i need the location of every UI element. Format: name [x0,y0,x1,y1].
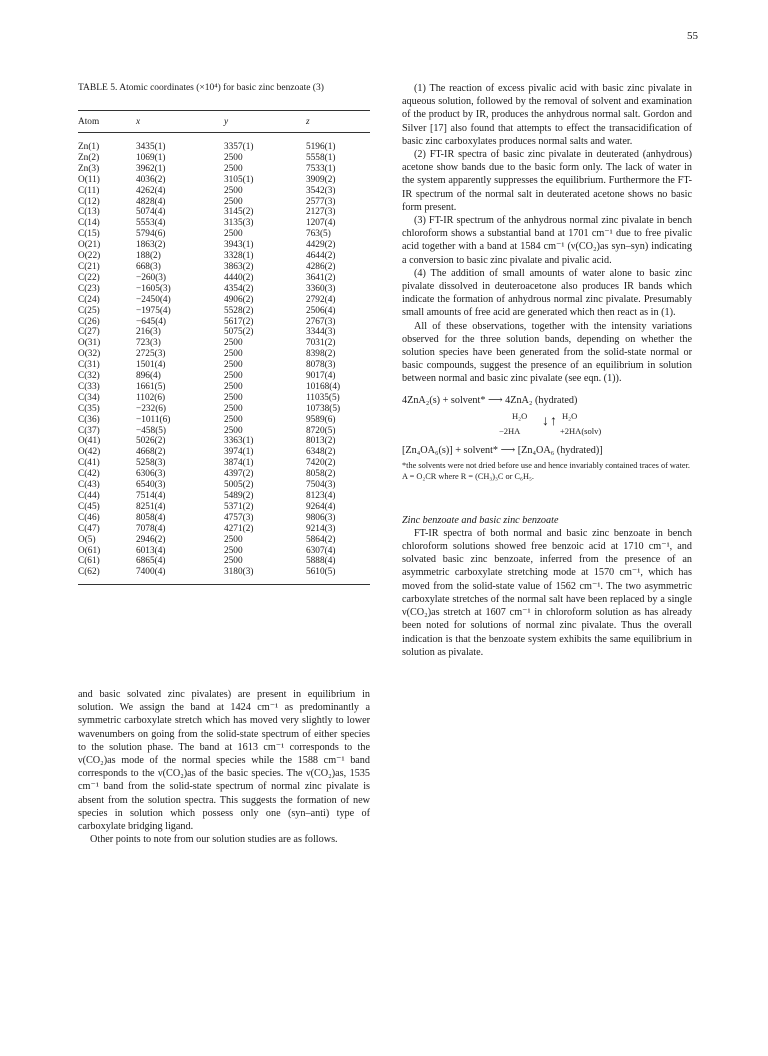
scheme-line-1: 4ZnA₂(s) + solvent* ⟶ 4ZnA₂ (hydrated) [402,394,578,406]
atom-cell: C(34) [78,392,100,403]
table-row [78,480,370,491]
table-row [78,251,370,262]
table-row [78,306,370,317]
x-cell: 7078(4) [136,523,166,534]
x-cell: 6865(4) [136,556,166,567]
left-paragraph-1: and basic solvated zinc pivalates) are present in equilibrium in solution. We assign the band at 1424 cm⁻¹ as predominantly a symmetric carboxylate stretch which has moved very slightly to lower wavenumbers on going from the solid-state spectrum of either species to the solution phase. The band at 1613 cm⁻¹ corresponds to the ν(CO₂)as mode of the normal species while the 1588 cm⁻¹ band corresponds to the ν(CO₂)as of the basic species. The ν(CO₂)as, 1535 cm⁻¹ band from the solid-state spectrum of normal zinc pivalate is absent from the solution spectra. This suggests the formation of new species in solution which possess only one (syn–anti) type of carboxylate bridging ligand. [78,689,370,833]
y-cell: 3363(1) [224,436,254,447]
atom-cell: O(61) [78,545,101,556]
atom-cell: C(42) [78,469,100,480]
x-cell: 3962(1) [136,163,166,174]
y-cell: 2500 [224,556,243,567]
atom-cell: C(47) [78,523,100,534]
table-row [78,502,370,513]
atom-cell: Zn(1) [78,142,100,152]
y-cell: 2500 [224,196,243,207]
table-row [78,426,370,437]
x-cell: −232(6) [136,403,167,414]
table-row [78,469,370,480]
x-cell: 5794(6) [136,229,166,240]
atom-cell: O(5) [78,534,96,545]
right-paragraph-2: (2) FT-IR spectra of basic zinc pivalate in deuterated (anhydrous) acetone show bands due to the basic form only. The lack of water in the system apparently suppresses the equilibrium. Furthermore the FT-IR spectrum of the normal salt in deuterated acetone shows no basic form present. [402,149,692,213]
atom-cell: C(21) [78,261,100,272]
table-row [78,229,370,240]
z-cell: 5610(5) [306,567,336,578]
z-cell: 9017(4) [306,371,336,382]
z-cell: 5196(1) [306,142,336,152]
atom-cell: Zn(2) [78,152,100,163]
atom-cell: O(42) [78,447,101,458]
header-z: z [306,111,370,133]
z-cell: 3360(3) [306,283,336,294]
x-cell: 7400(4) [136,567,166,578]
table-row [78,262,370,273]
table-caption-text: Atomic coordinates (×10⁴) for basic zinc benzoate (3) [119,83,324,93]
x-cell: 896(4) [136,371,161,382]
x-cell: 4828(4) [136,196,166,207]
x-cell: 8058(4) [136,512,166,523]
header-y: y [224,111,306,133]
y-cell: 2500 [224,163,243,174]
atom-cell: C(43) [78,480,100,491]
x-cell: 7514(4) [136,491,166,501]
y-cell: 2500 [224,152,243,163]
x-cell: 668(3) [136,261,161,272]
z-cell: 9806(3) [306,512,336,523]
z-cell: 4644(2) [306,251,336,262]
x-cell: 5074(4) [136,207,166,218]
z-cell: 5888(4) [306,556,336,567]
atom-cell: O(41) [78,436,101,447]
x-cell: 6013(4) [136,545,166,556]
right-paragraph-5: All of these observations, together with the intensity variations observed for the three solution bands, depending on whether the solution species have been generated from the solid-state normal or basic compounds, suggest the presence of an equilibrium in solution between normal and basic zinc pivalate (see eqn. (1)). [402,320,692,385]
x-cell: 6306(3) [136,469,166,480]
section-heading: Zinc benzoate and basic zinc benzoate [402,514,559,526]
table-row [78,404,370,415]
x-cell: 8251(4) [136,501,166,512]
right-column [402,82,692,659]
z-cell: 5558(1) [306,152,336,163]
z-cell: 8058(2) [306,469,336,480]
table-body [78,133,370,585]
left-body-text [78,688,370,846]
atom-cell: C(22) [78,272,100,283]
table-row [78,447,370,458]
x-cell: 6540(3) [136,480,166,491]
atom-cell: C(61) [78,556,100,567]
z-cell: 2767(3) [306,316,336,327]
scheme-cond-right-bottom: +2HA(solv) [560,425,602,436]
atom-cell: O(11) [78,174,100,185]
table-row [78,491,370,502]
y-cell: 4440(2) [224,272,254,283]
z-cell: 9589(6) [306,414,336,425]
z-cell: 2792(4) [306,294,336,305]
z-cell: 3542(3) [306,185,336,196]
z-cell: 8013(2) [306,436,336,447]
table-row [78,371,370,382]
y-cell: 2500 [224,403,243,414]
y-cell: 5371(2) [224,501,254,512]
table-header-row [78,111,370,133]
y-cell: 2500 [224,229,243,240]
y-cell: 4757(3) [224,512,254,523]
z-cell: 8720(5) [306,425,336,436]
table-row [78,415,370,426]
up-arrow-icon: ↑ [550,413,557,429]
table-row [78,164,370,175]
atom-cell: Zn(3) [78,163,100,174]
y-cell: 5005(2) [224,480,254,491]
y-cell: 2500 [224,338,243,349]
atom-cell: C(33) [78,381,100,392]
table-row [78,556,370,567]
z-cell: 8123(4) [306,491,336,501]
y-cell: 2500 [224,185,243,196]
x-cell: 3435(1) [136,142,166,152]
z-cell: 7031(2) [306,338,336,349]
table-row [78,153,370,164]
table-row [78,327,370,338]
y-cell: 2500 [224,425,243,436]
header-atom: Atom [78,111,136,133]
footnote-solvents: *the solvents were not dried before use and hence invariably contained traces of water. [402,460,690,470]
atom-cell: C(44) [78,491,100,501]
atom-cell: C(41) [78,458,100,469]
z-cell: 4429(2) [306,240,336,251]
y-cell: 3180(3) [224,567,254,578]
y-cell: 2500 [224,381,243,392]
y-cell: 3105(1) [224,174,254,185]
atom-cell: O(22) [78,251,101,262]
x-cell: −1605(3) [136,283,171,294]
y-cell: 2500 [224,414,243,425]
z-cell: 11035(5) [306,392,340,403]
scheme-line-2: [Zn₄OA₆(s)] + solvent* ⟶ [Zn₄OA₆ (hydrated)] [402,444,603,456]
atom-cell: C(15) [78,229,100,240]
x-cell: 188(2) [136,251,161,262]
scheme-cond-left-bottom: −2HA [499,425,521,436]
x-cell: 2946(2) [136,534,166,545]
x-cell: −1975(4) [136,305,171,316]
x-cell: 1501(4) [136,360,166,371]
y-cell: 3863(2) [224,261,254,272]
z-cell: 3641(2) [306,272,336,283]
atom-cell: C(31) [78,360,100,371]
table-row [78,317,370,328]
y-cell: 4271(2) [224,523,254,534]
atomic-coordinates-table [78,110,370,586]
table-row [78,218,370,229]
table-row [78,567,370,584]
z-cell: 7504(3) [306,480,336,491]
z-cell: 6348(2) [306,447,336,458]
right-paragraph-3: (3) FT-IR spectrum of the anhydrous normal zinc pivalate in bench chloroform shows a substantial band at 1701 cm⁻¹ due to free pivalic acid together with a band at 1584 cm⁻¹ (ν(CO₂)as syn–syn) indicating a conversion to basic zinc pivalate and pivalic acid. [402,215,692,266]
right-paragraph-4: (4) The addition of small amounts of water alone to basic zinc pivalate dissolved in deuteroacetone also produces IR bands which indicate the formation of anhydrous normal zinc pivalate. Presumably small amounts of free acid are generated which then react as in (1). [402,267,692,319]
x-cell: 216(3) [136,327,161,338]
atom-cell: C(24) [78,294,100,305]
table-row [78,360,370,371]
y-cell: 3145(2) [224,207,254,218]
scheme-cond-left-top: H₂O [512,410,528,421]
table-row [78,338,370,349]
table-row [78,535,370,546]
z-cell: 10738(5) [306,403,341,414]
y-cell: 5528(2) [224,305,254,316]
table-row [78,349,370,360]
z-cell: 2127(3) [306,207,336,218]
x-cell: −645(4) [136,316,167,327]
table-row [78,284,370,295]
atom-cell: C(27) [78,327,100,338]
table-row [78,295,370,306]
table-row [78,197,370,208]
x-cell: 4668(2) [136,447,166,458]
table-caption-label: TABLE 5. [78,83,118,93]
x-cell: 5026(2) [136,436,166,447]
y-cell: 4397(2) [224,469,254,480]
atom-cell: C(36) [78,414,100,425]
y-cell: 3357(1) [224,142,254,152]
atom-cell: O(21) [78,240,101,251]
y-cell: 2500 [224,534,243,545]
z-cell: 8078(3) [306,360,336,371]
atom-cell: C(46) [78,512,100,523]
z-cell: 7420(2) [306,458,336,469]
x-cell: 4036(2) [136,174,166,185]
table-row [78,436,370,447]
x-cell: 1069(1) [136,152,166,163]
atom-cell: C(35) [78,403,100,414]
y-cell: 3328(1) [224,251,254,262]
x-cell: −2450(4) [136,294,171,305]
atom-cell: C(23) [78,283,100,294]
x-cell: −260(3) [136,272,167,283]
y-cell: 3135(3) [224,218,254,229]
table-row [78,186,370,197]
y-cell: 4906(2) [224,294,254,305]
x-cell: −458(5) [136,425,167,436]
z-cell: 2506(4) [306,305,336,316]
left-paragraph-2: Other points to note from our solution studies are as follows. [90,834,338,846]
table-bottom-rule [78,585,370,587]
table-row [78,240,370,251]
page-number: 55 [687,30,698,42]
z-cell: 763(5) [306,229,331,240]
y-cell: 5617(2) [224,316,254,327]
z-cell: 10168(4) [306,381,341,392]
x-cell: 2725(3) [136,349,166,360]
y-cell: 3874(1) [224,458,254,469]
atom-cell: C(32) [78,371,100,382]
atom-cell: C(13) [78,207,100,218]
table-row [78,393,370,404]
equilibrium-scheme [402,394,692,460]
table-row [78,207,370,218]
atom-cell: C(37) [78,425,100,436]
y-cell: 2500 [224,392,243,403]
table-row [78,524,370,535]
y-cell: 5075(2) [224,327,254,338]
atom-cell: C(62) [78,567,100,578]
table-row [78,133,370,153]
x-cell: −1011(6) [136,414,171,425]
table-row [78,513,370,524]
table-row [78,273,370,284]
table-row [78,458,370,469]
left-column [78,82,370,586]
y-cell: 2500 [224,545,243,556]
x-cell: 1863(2) [136,240,166,251]
right-paragraph-6: FT-IR spectra of both normal and basic zinc benzoate in bench chloroform solutions showed free benzoic acid at 1710 cm⁻¹, and solvated basic zinc benzoate, inferred from the presence of an asymmetric carboxylate stretching mode at 1570 cm⁻¹, which has moved from the solid-state value of 1562 cm⁻¹. The two asymmetric carboxylate stretches of the normal salt have been replaced by a single ν(CO₂)as stretch at 1607 cm⁻¹ in chloroform solution as has already been noted for solutions of normal zinc pivalate. Thus the overall indication is that the benzoate system exhibits the same equilibrium in solution as pivalate. [402,527,692,658]
z-cell: 2577(3) [306,196,336,207]
z-cell: 9214(3) [306,523,336,534]
atom-cell: C(25) [78,305,100,316]
y-cell: 2500 [224,349,243,360]
z-cell: 1207(4) [306,218,336,229]
x-cell: 5258(3) [136,458,166,469]
x-cell: 5553(4) [136,218,166,229]
y-cell: 2500 [224,360,243,371]
y-cell: 3974(1) [224,447,254,458]
z-cell: 6307(4) [306,545,336,556]
atom-cell: C(12) [78,196,100,207]
table-row [78,546,370,557]
footnote-definition: A = O₂CR where R = (CH₃)₃C or C₆H₅. [402,471,534,481]
z-cell: 9264(4) [306,501,336,512]
atom-cell: C(11) [78,185,100,196]
right-paragraph-1: (1) The reaction of excess pivalic acid with basic zinc pivalate in aqueous solution, followed by the removal of solvent and examination of the product by IR, produces the anhydrous normal salt. Gordon and Silver [17] also found that attempts to effect the transacidification of basic zinc carboxylates produces normal salts and water. [402,83,692,147]
x-cell: 1661(5) [136,381,166,392]
atom-cell: O(31) [78,338,101,349]
z-cell: 8398(2) [306,349,336,360]
atom-cell: C(45) [78,501,100,512]
z-cell: 4286(2) [306,261,336,272]
x-cell: 4262(4) [136,185,166,196]
z-cell: 7533(1) [306,163,336,174]
table-row [78,175,370,186]
atom-cell: C(26) [78,316,100,327]
y-cell: 5489(2) [224,491,254,501]
down-arrow-icon: ↓ [542,413,549,429]
x-cell: 723(3) [136,338,161,349]
y-cell: 4354(2) [224,283,254,294]
header-x: x [136,111,224,133]
scheme-cond-right-top: H₂O [562,410,578,421]
y-cell: 3943(1) [224,240,254,251]
table-row [78,382,370,393]
atom-cell: O(32) [78,349,101,360]
z-cell: 3909(2) [306,174,336,185]
z-cell: 5864(2) [306,534,336,545]
atom-cell: C(14) [78,218,100,229]
y-cell: 2500 [224,371,243,382]
x-cell: 1102(6) [136,392,166,403]
z-cell: 3344(3) [306,327,336,338]
table-caption [78,82,370,94]
